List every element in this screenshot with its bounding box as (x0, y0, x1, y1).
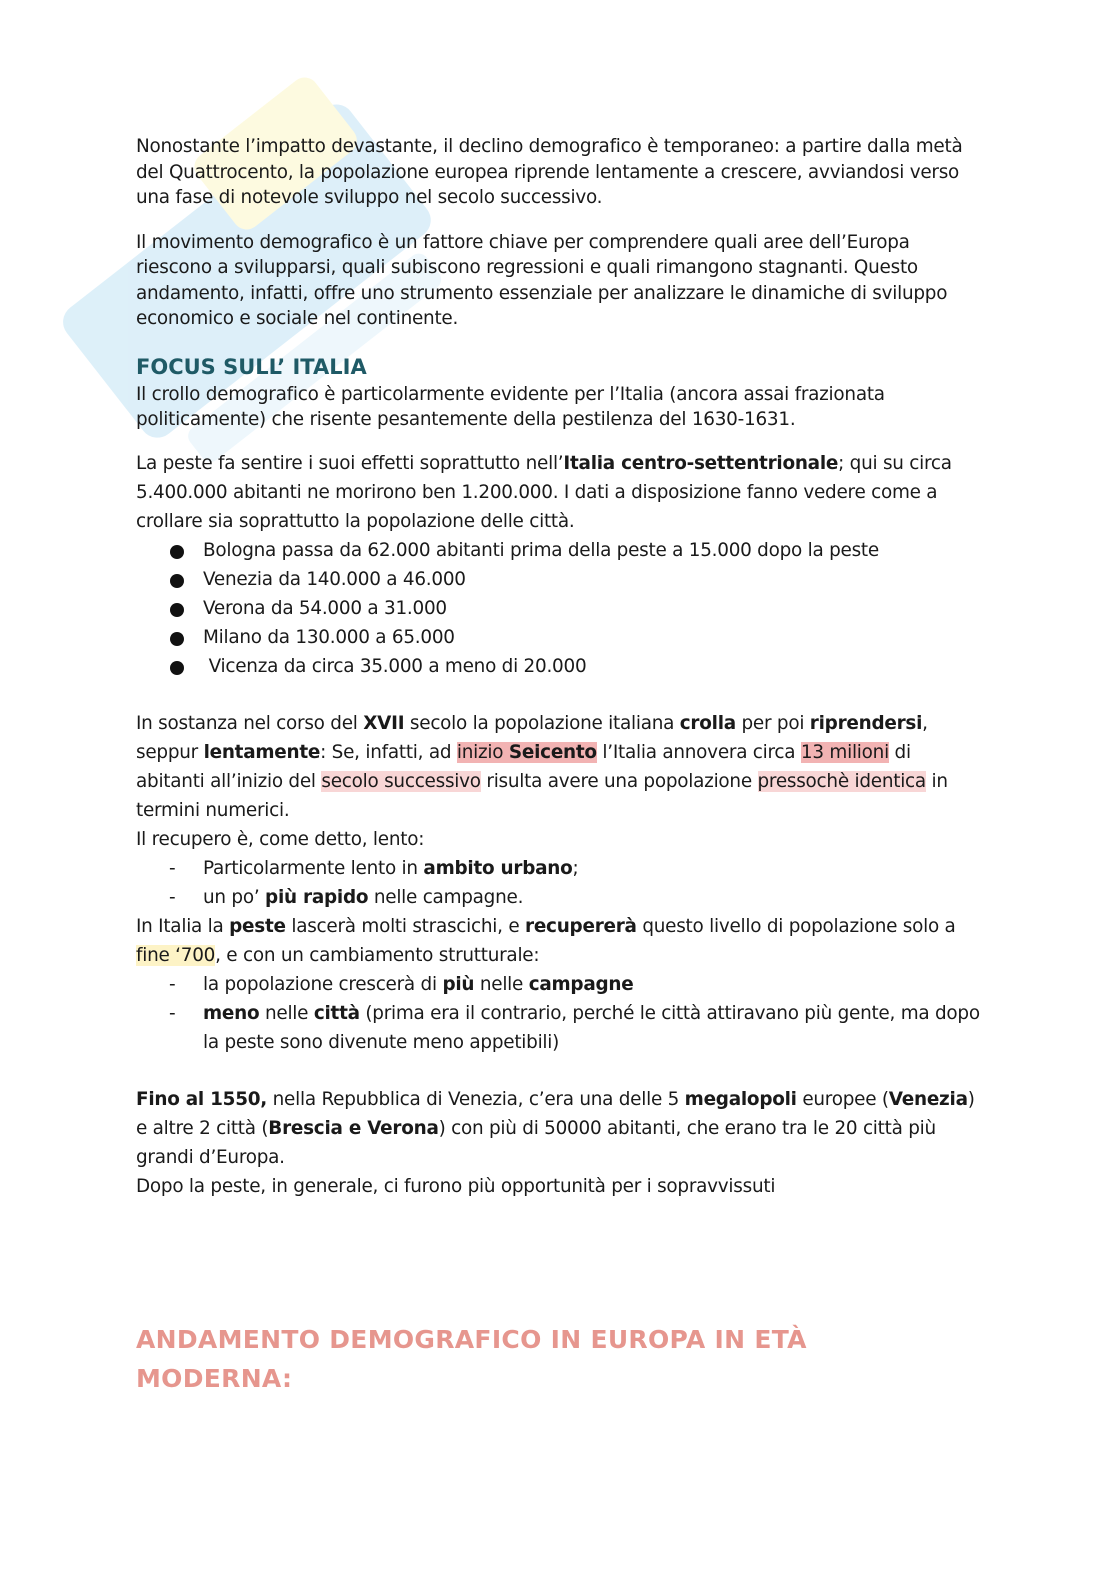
text-run: ) con più di 50000 abitanti, che erano tra le 20 città più grandi d’Europa. (136, 1117, 936, 1168)
text-run: (prima era il contrario, perché le città attiravano più gente, ma dopo la peste sono divenute meno appetibili) (203, 1002, 980, 1053)
bold-seicento: Seicento (508, 741, 597, 763)
bold-campagne: campagne (528, 973, 634, 995)
city-bologna: Bologna passa da 62.000 abitanti prima della peste a 15.000 dopo la peste (203, 539, 879, 561)
section-heading-focus-italia: FOCUS SULL’ ITALIA (136, 354, 367, 379)
bullet-icon (170, 603, 184, 617)
text-run: In sostanza nel corso del (136, 712, 364, 734)
highlight-pressoche-identica: pressochè identica (757, 770, 926, 792)
bold-peste: peste (229, 915, 286, 937)
list-item (136, 999, 984, 1057)
paragraph-fino-al-1550 (136, 1085, 984, 1172)
bold-crolla: crolla (679, 712, 736, 734)
text-run: per poi (735, 712, 810, 734)
highlight-inizio-seicento (457, 742, 597, 763)
list-item (136, 883, 984, 912)
text-run: ; (572, 857, 579, 879)
highlight-13-milioni: 13 milioni (800, 741, 889, 763)
bold-recuperera: recupererà (525, 915, 637, 937)
dash-icon: - (169, 857, 176, 879)
text-run: europee ( (796, 1088, 889, 1110)
list-item (136, 652, 984, 681)
list-item (136, 565, 984, 594)
paragraph-peste-effetti (136, 449, 984, 536)
text-run: nella Repubblica di Venezia, c’era una delle 5 (267, 1088, 685, 1110)
paragraph-opportunita: Dopo la peste, in generale, ci furono più opportunità per i sopravvissuti (136, 1175, 776, 1197)
bold-xvii: XVII (363, 712, 405, 734)
city-verona: Verona da 54.000 a 31.000 (203, 597, 447, 619)
bold-italia-centro-settentrionale: Italia centro-settentrionale (563, 452, 839, 474)
text-run: inizio (456, 741, 509, 763)
dash-icon: - (169, 973, 176, 995)
bold-ambito-urbano: ambito urbano (423, 857, 573, 879)
paragraph-xvii-secolo (136, 709, 984, 825)
highlight-secolo-successivo: secolo successivo (321, 770, 481, 792)
bullet-icon (170, 661, 184, 675)
bold-citta: città (313, 1002, 360, 1024)
city-vicenza: Vicenza da circa 35.000 a meno di 20.000 (203, 655, 587, 677)
text-run: , seppur (136, 712, 928, 763)
text-run: un po’ (203, 886, 266, 908)
city-milano: Milano da 130.000 a 65.000 (203, 626, 455, 648)
text-run: : Se, infatti, ad (320, 741, 457, 763)
dash-icon: - (169, 1002, 176, 1024)
bold-megalopoli: megalopoli (684, 1088, 797, 1110)
text-run: Particolarmente lento in (203, 857, 424, 879)
text-run: lascerà molti strascichi, e (285, 915, 526, 937)
bullet-icon (170, 545, 184, 559)
list-item (136, 594, 984, 623)
text-run: la popolazione crescerà di (203, 973, 443, 995)
section-heading-andamento-demografico: ANDAMENTO DEMOGRAFICO IN EUROPA IN ETÀ MODERNA: (136, 1325, 807, 1393)
text-run: , e con un cambiamento strutturale: (215, 944, 540, 966)
bold-fino-al-1550: Fino al 1550, (136, 1088, 268, 1110)
document-body (136, 134, 984, 1201)
bold-brescia-e-verona: Brescia e Verona (268, 1117, 439, 1139)
text-run: di abitanti all’inizio del (136, 741, 911, 792)
paragraph-strascichi (136, 912, 984, 970)
bold-piu: più (442, 973, 475, 995)
bold-riprendersi: riprendersi (809, 712, 923, 734)
text-run: In Italia la (136, 915, 230, 937)
list-item (136, 854, 984, 883)
text-run: nelle campagne. (368, 886, 524, 908)
highlight-fine-700: fine ‘700 (136, 944, 216, 966)
paragraph-crollo-demografico: Il crollo demografico è particolarmente evidente per l’Italia (ancora assai frazionata politicamente) che risente pesantemente della pestilenza del 1630-1631. (136, 383, 885, 430)
text-run: nelle (259, 1002, 314, 1024)
bold-piu-rapido: più rapido (265, 886, 369, 908)
text-run: ) e altre 2 città ( (136, 1088, 975, 1139)
city-population-list (136, 536, 984, 681)
bold-lentamente: lentamente (203, 741, 321, 763)
bullet-icon (170, 574, 184, 588)
bullet-icon (170, 632, 184, 646)
dash-icon: - (169, 886, 176, 908)
city-venezia: Venezia da 140.000 a 46.000 (203, 568, 466, 590)
bold-meno: meno (203, 1002, 260, 1024)
paragraph-movimento-demografico: Il movimento demografico è un fattore chiave per comprendere quali aree dell’Europa riescono a svilupparsi, quali subiscono regressioni e quali rimangono stagnanti. Questo andamento, infatti, offre uno strumento essenziale per analizzare le dinamiche di sviluppo economico e sociale nel continente. (136, 231, 948, 329)
text-run: ; qui su circa 5.400.000 abitanti ne morirono ben 1.200.000. I dati a disposizione fanno vedere come a crollare sia soprattutto la popolazione delle città. (136, 452, 952, 532)
bold-venezia: Venezia (888, 1088, 968, 1110)
list-item (136, 536, 984, 565)
text-run: La peste fa sentire i suoi effetti soprattutto nell’ (136, 452, 564, 474)
text-run: risulta avere una popolazione (480, 770, 758, 792)
change-list (136, 970, 984, 1057)
recupero-list (136, 854, 984, 912)
paragraph-recupero: Il recupero è, come detto, lento: (136, 828, 425, 850)
list-item (136, 623, 984, 652)
text-run: secolo la popolazione italiana (404, 712, 680, 734)
text-run: questo livello di popolazione solo a (636, 915, 956, 937)
text-run: nelle (474, 973, 529, 995)
text-run: in termini numerici. (136, 770, 948, 821)
paragraph-intro: Nonostante l’impatto devastante, il declino demografico è temporaneo: a partire dalla metà del Quattrocento, la popolazione europea riprende lentamente a crescere, avviandosi verso una fase di notevole sviluppo nel secolo successivo. (136, 136, 963, 208)
text-run: l’Italia annovera circa (596, 741, 801, 763)
list-item (136, 970, 984, 999)
